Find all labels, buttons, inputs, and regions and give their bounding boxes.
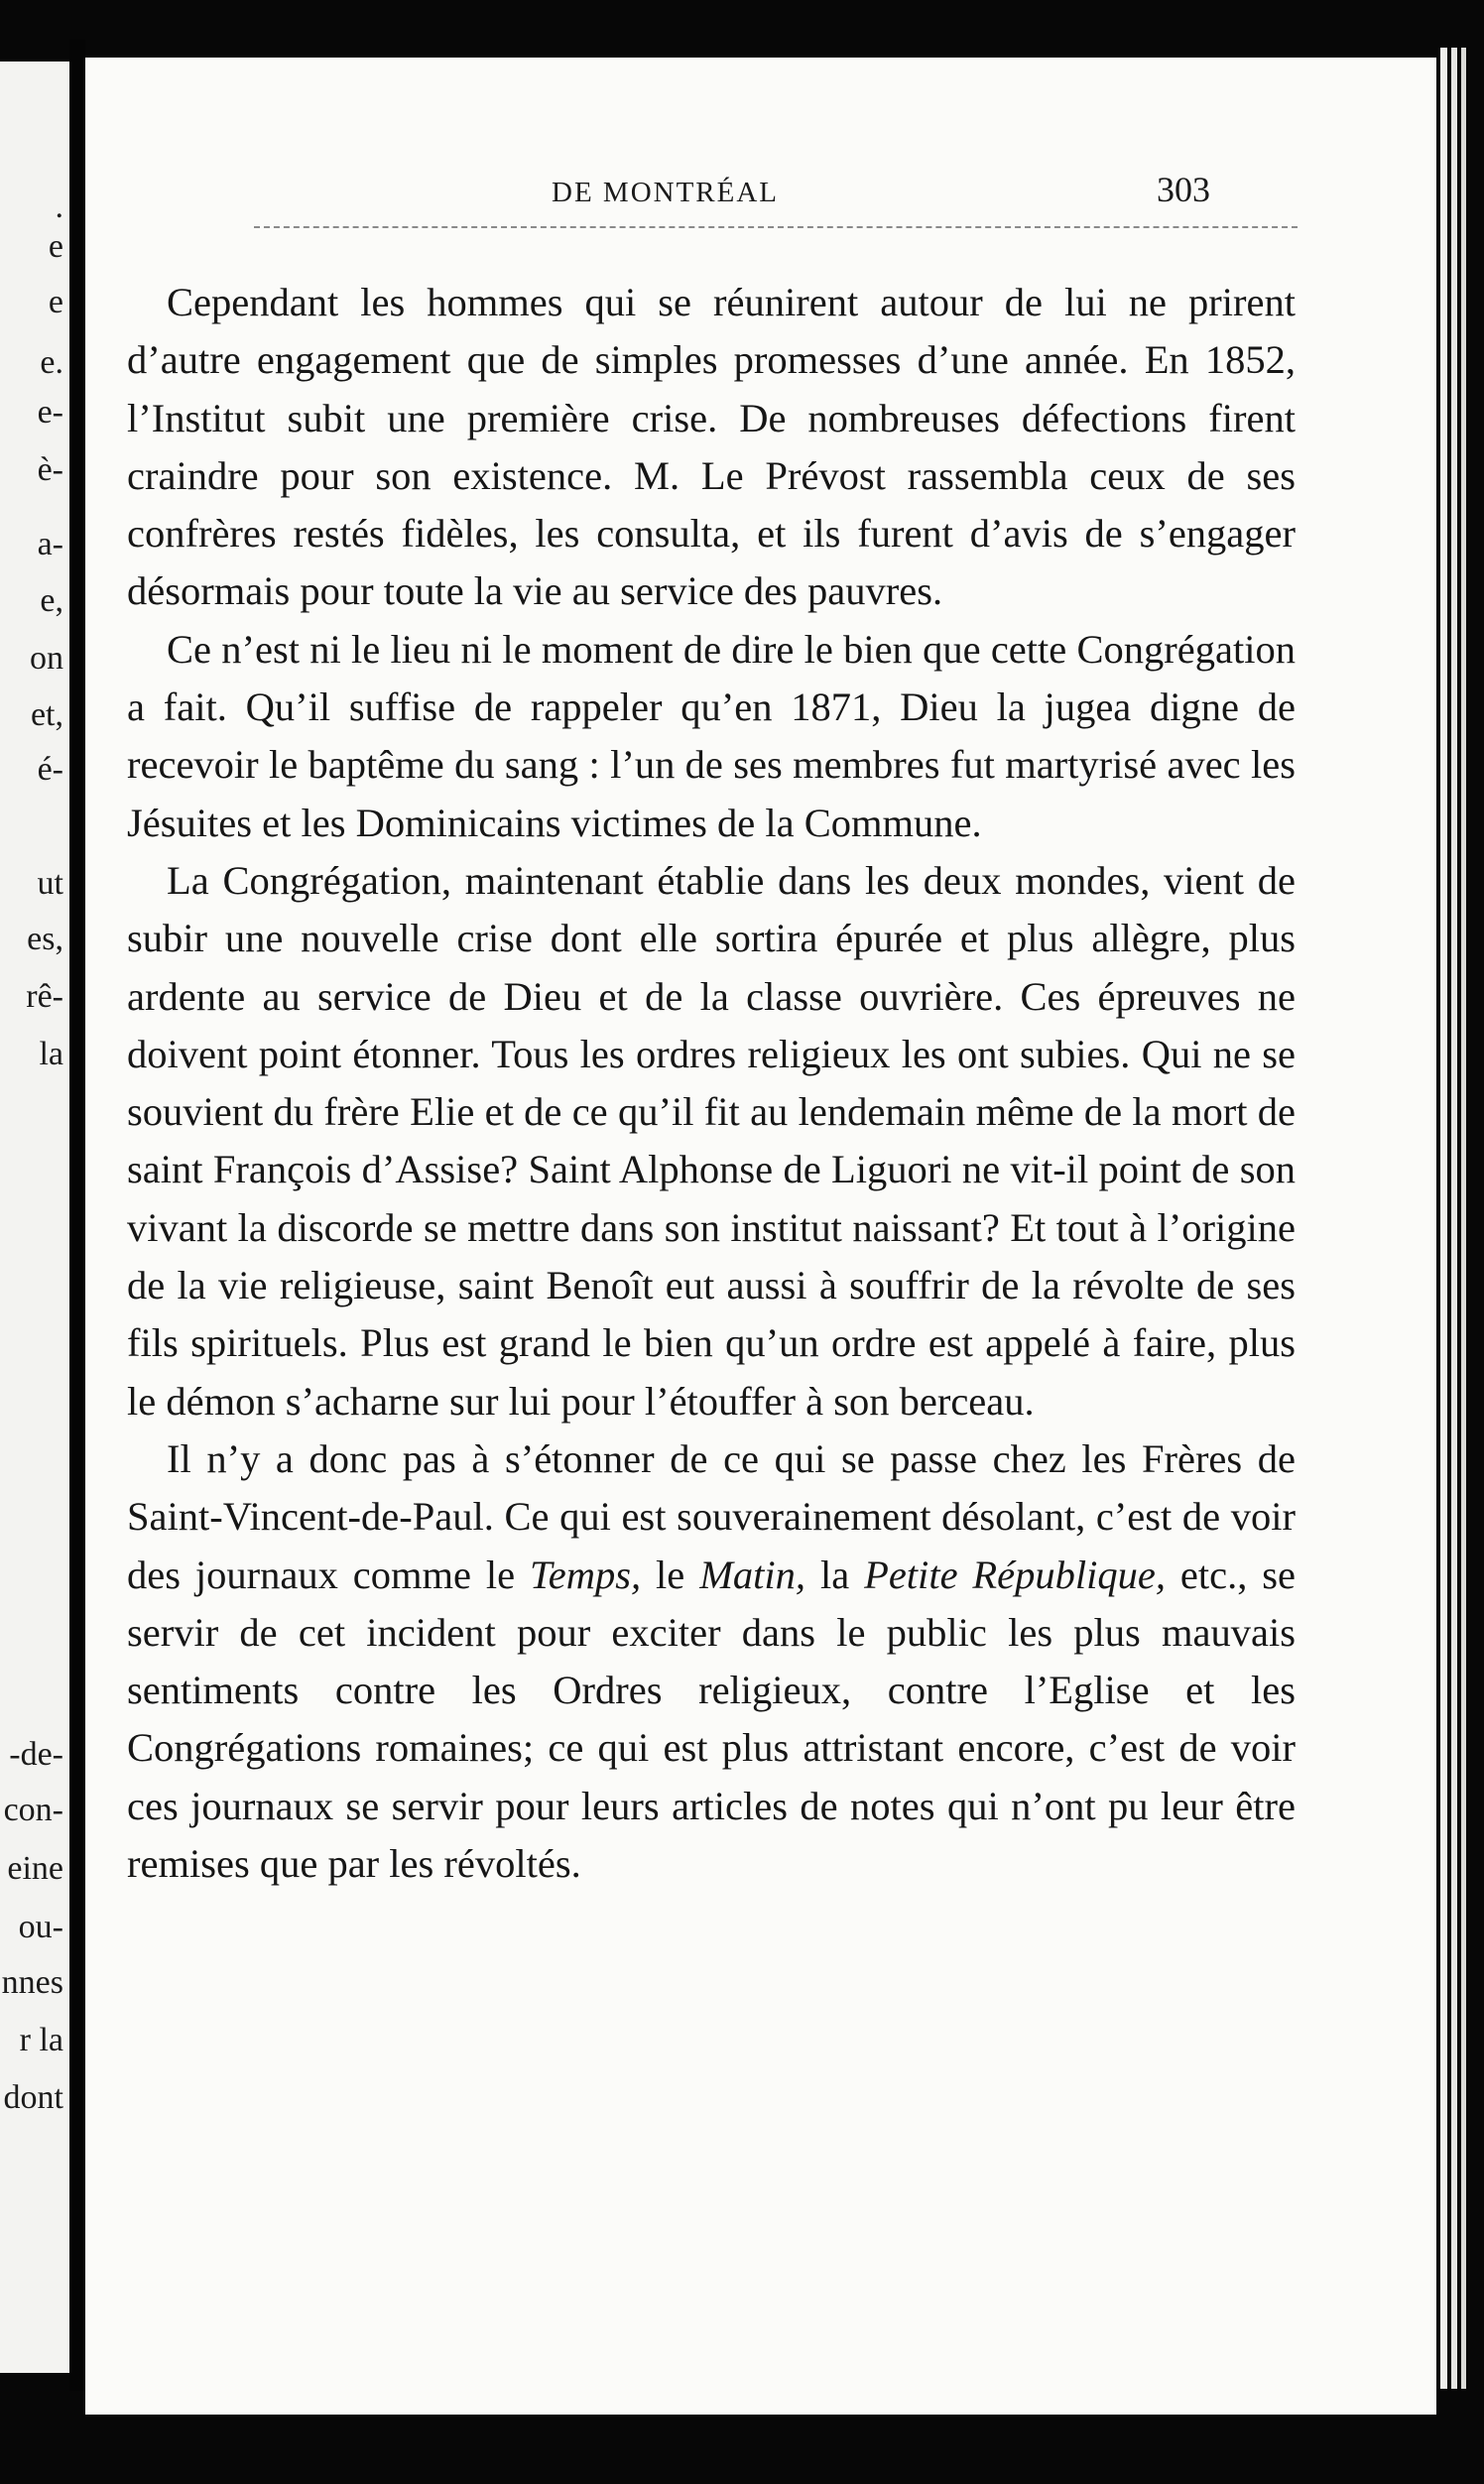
facing-page-fragment: è- [37,451,63,488]
facing-page-fragment: . [55,188,63,225]
paragraph: Cependant les hommes qui se réunirent autour de lui ne prirent d’autre engagement que de simples promesses d’une année. En 1852, l’Institut subit une première crise. De nombreuses défections firent craindre pour son existence. M. Le Prévost rassembla ceux de ses confrères restés fidèles, les consulta, et ils furent d’avis de s’engager désormais pour toute la vie au service des pauvres. [127,280,1296,614]
facing-page-fragment: la [39,1036,63,1072]
newspaper-title-temps: Temps, [529,1552,642,1597]
paragraph [127,1430,1296,1893]
paragraph-text: la [805,1552,865,1597]
page-edge [1461,48,1466,2389]
paragraph-text: etc., se servir de cet incident pour exciter dans le public les plus mauvais sentiments contre les Ordres religieux, contre l’Eglise et les Congrégations romaines; ce qui est plus attristant encore, c’est de voir ces journaux se servir pour leurs articles de notes qui n’ont pu leur être remises que par les révoltés. [127,1552,1296,1887]
facing-page-fragment: e. [40,344,63,381]
facing-page-fragment: e [48,284,63,320]
facing-page-edge [0,62,69,2373]
paragraph: Ce n’est ni le lieu ni le moment de dire le bien que cette Congrégation a fait. Qu’il suffise de rappeler qu’en 1871, Dieu la jugea digne de recevoir le baptême du sang : l’un de ses membres fut martyrisé avec les Jésuites et les Dominicains victimes de la Commune. [127,626,1296,845]
running-header [85,165,1436,224]
facing-page-fragment: a- [37,526,63,562]
facing-page-fragment: es, [27,921,63,957]
page-edge [1440,48,1447,2389]
facing-page-fragment: et, [30,696,63,733]
facing-page-fragment: -de- [9,1736,63,1773]
newspaper-title-petite-republique: Petite République, [864,1552,1167,1597]
newspaper-title-matin: Matin, [699,1552,806,1597]
facing-page-fragment: e- [37,394,63,431]
facing-page-fragment: dont [3,2079,63,2116]
facing-page-fragment: e, [40,582,63,619]
facing-page-fragment: é- [37,751,63,788]
book-gutter [69,40,85,2391]
facing-page-fragment: e [48,228,63,265]
facing-page-fragment: nnes [1,1964,63,2001]
body-text [127,274,1296,1893]
facing-page-fragment: ut [37,865,63,902]
facing-page-fragment: rê- [26,978,63,1015]
paragraph-text: le [641,1552,700,1597]
facing-page-fragment: eine [7,1850,63,1887]
page-number: 303 [1157,170,1210,209]
page-edge [1451,48,1457,2389]
facing-page-fragment: on [30,640,63,677]
facing-page-fragment: r la [19,2022,63,2058]
paragraph-text: Il n’y a donc pas à s’étonner de ce qui se passe chez les Frères de Saint-Vincent-de-Paul. Ce qui est souverainement désolant, c’est de voir des journaux comme le [127,1435,1296,1597]
facing-page-fragment: ou- [18,1909,63,1945]
paragraph: La Congrégation, maintenant établie dans les deux mondes, vient de subir une nouvelle crise dont elle sortira épurée et plus allègre, plus ardente au service de Dieu et de la classe ouvrière. Ces épreuves ne doivent point étonner. Tous les ordres religieux les ont subies. Qui ne se souvient du frère Elie et de ce qu’il fit au lendemain même de la mort de saint François d’Assise? Saint Alphonse de Liguori ne vit-il point de son vivant la discorde se mettre dans son institut naissant? Et tout à l’origine de la vie religieuse, saint Benoît eut aussi à souffrir de la révolte de ses fils spirituels. Plus est grand le bien qu’un ordre est appelé à faire, plus le démon s’acharne sur lui pour l’étouffer à son berceau. [127,857,1296,1424]
running-title: DE MONTRÉAL [552,177,780,208]
facing-page-fragment: con- [3,1792,63,1828]
header-rule [254,226,1298,228]
book-page [85,58,1436,2415]
